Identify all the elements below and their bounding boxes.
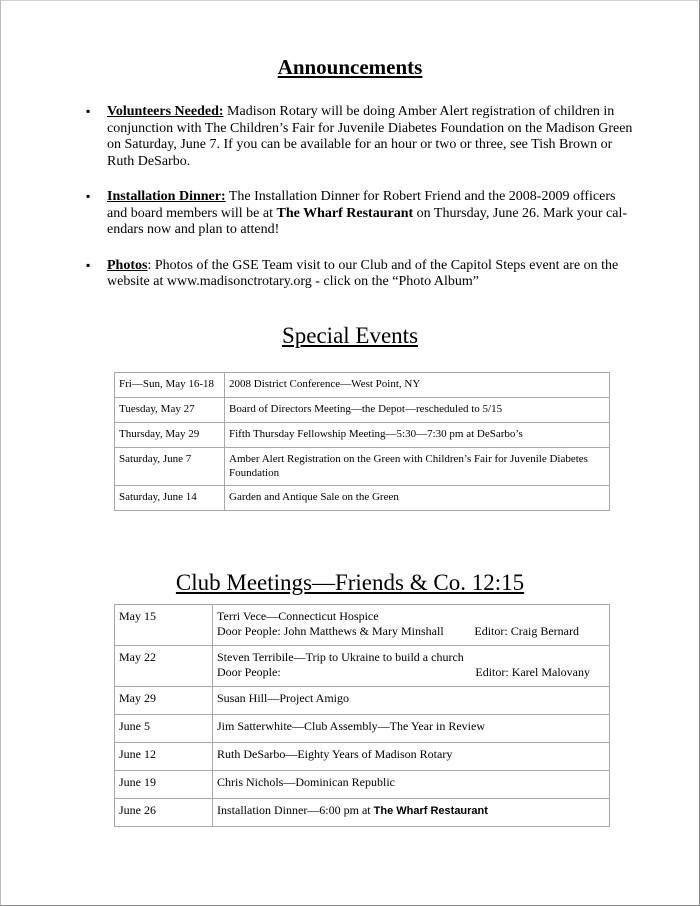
announcement-item (88, 189, 633, 239)
special-events-table (114, 372, 610, 511)
meeting-date: June 5 (115, 715, 213, 743)
event-date: Tuesday, May 27 (115, 398, 225, 423)
meeting-speaker: Installation Dinner—6:00 pm at (217, 803, 374, 817)
meeting-roles (217, 665, 605, 680)
meeting-date: June 19 (115, 771, 213, 799)
announcement-item (88, 104, 633, 170)
event-description: Amber Alert Registration on the Green with Children’s Fair for Juvenile Diabetes Foundation (225, 448, 610, 486)
table-row (115, 423, 610, 448)
meeting-date: June 12 (115, 743, 213, 771)
table-row (115, 448, 610, 486)
announcements-heading: Announcements (277, 55, 423, 79)
event-description: Fifth Thursday Fellowship Meeting—5:30—7:30 pm at DeSarbo’s (225, 423, 610, 448)
editor-name: Editor: Karel Malovany (475, 665, 590, 679)
table-row (115, 373, 610, 398)
table-row (115, 743, 610, 771)
table-row (115, 605, 610, 646)
meeting-speaker: Susan Hill—Project Amigo (213, 687, 610, 715)
table-row (115, 486, 610, 511)
event-date: Saturday, June 14 (115, 486, 225, 511)
meeting-details (213, 799, 610, 827)
bullet-icon: ▪ (86, 189, 91, 203)
announcement-venue: The Wharf Restaurant (276, 205, 414, 221)
meeting-details (213, 646, 610, 687)
announcement-item (88, 258, 633, 291)
door-people: Door People: (217, 665, 281, 679)
table-row (115, 771, 610, 799)
door-people: Door People: John Matthews & Mary Minshall (217, 624, 444, 638)
table-row (115, 646, 610, 687)
meeting-date: June 26 (115, 799, 213, 827)
meeting-date: May 22 (115, 646, 213, 687)
announcement-text: The Installation Dinner for Robert Friend and the 2008-2009 officers and board members will be at (107, 189, 616, 221)
meeting-speaker: Terri Vece—Connecticut Hospice (217, 609, 379, 623)
table-row (115, 687, 610, 715)
event-description: Board of Directors Meeting—the Depot—rescheduled to 5/15 (225, 398, 610, 423)
announcement-lead: Photos (107, 257, 148, 273)
table-row (115, 799, 610, 827)
special-events-heading: Special Events (281, 323, 419, 348)
announcement-lead: Volunteers Needed: (107, 104, 224, 119)
table-row (115, 715, 610, 743)
meeting-speaker: Steven Terribile—Trip to Ukraine to build a church (217, 650, 464, 664)
meeting-roles (217, 624, 605, 639)
meeting-date: May 29 (115, 687, 213, 715)
event-description: 2008 District Conference—West Point, NY (225, 373, 610, 398)
club-meetings-table (114, 604, 610, 827)
event-date: Thursday, May 29 (115, 423, 225, 448)
meeting-details (213, 605, 610, 646)
meeting-speaker: Jim Satterwhite—Club Assembly—The Year in Review (213, 715, 610, 743)
meeting-venue: The Wharf Restaurant (373, 805, 488, 817)
bullet-icon: ▪ (86, 257, 91, 272)
announcement-list (88, 104, 633, 310)
bullet-icon: ▪ (86, 104, 91, 118)
event-date: Saturday, June 7 (115, 448, 225, 486)
meeting-speaker: Chris Nichols—Dominican Republic (213, 771, 610, 799)
announcement-text: on Thursday, June 26. Mark your cal-endars now and plan to attend! (107, 205, 627, 237)
announcement-lead: Installation Dinner: (107, 189, 226, 204)
meeting-speaker: Ruth DeSarbo—Eighty Years of Madison Rotary (213, 743, 610, 771)
event-description: Garden and Antique Sale on the Green (225, 486, 610, 511)
table-row (115, 398, 610, 423)
announcement-text: : Photos of the GSE Team visit to our Club and of the Capitol Steps event are on the website at www.madisonctrotary.org - click on the “Photo Album” (107, 257, 619, 289)
meeting-date: May 15 (115, 605, 213, 646)
club-meetings-heading: Club Meetings—Friends & Co. 12:15 (175, 570, 525, 595)
editor-name: Editor: Craig Bernard (474, 624, 579, 638)
announcement-text: Madison Rotary will be doing Amber Alert registration of children in conjunction with The Children’s Fair for Juvenile Diabetes Foundation on the Madison Green on Saturday, June 7. If you can be available for an hour or two or three, see Tish Brown or Ruth DeSarbo. (107, 104, 633, 169)
event-date: Fri—Sun, May 16-18 (115, 373, 225, 398)
